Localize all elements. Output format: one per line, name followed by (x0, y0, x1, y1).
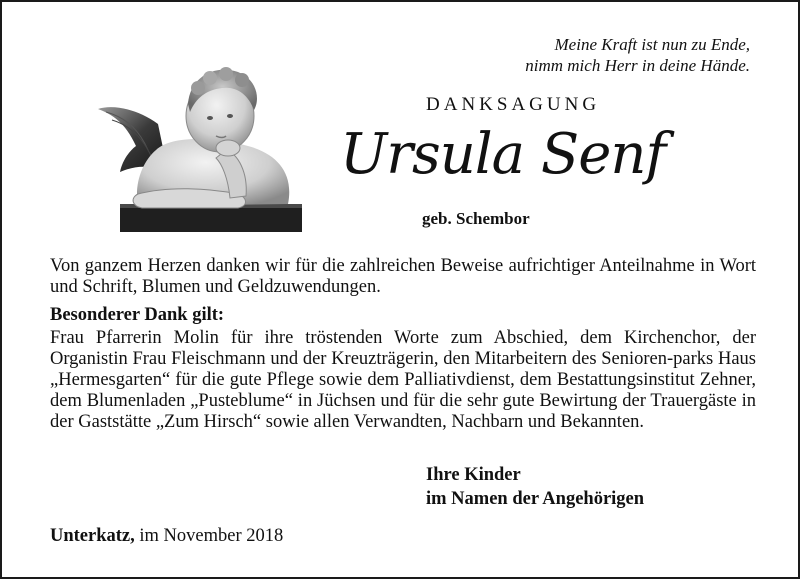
date-text: im November 2018 (139, 526, 284, 546)
place-and-date (50, 526, 283, 547)
verse-line-2: nimm mich Herr in deine Hände. (525, 56, 750, 75)
deceased-name: Ursula Senf (340, 122, 666, 187)
cherub-angel-icon (98, 54, 302, 232)
special-thanks-paragraph: Frau Pfarrerin Molin für ihre tröstenden Worte zum Abschied, dem Kirchenchor, der Organistin Frau Fleischmann und der Kreuzträgerin, den Mitarbeitern des Senioren-parks Haus „Hermesgarten“ für die gute Pflege sowie dem Palliativdienst, dem Bestattungsinstitut Zehner, dem Blumenladen „Pusteblume“ in Jüchsen und für die sehr gute Bewirtung der Trauergäste in der Gaststätte „Zum Hirsch“ sowie allen Verwandten, Nachbarn und Bekannten. (50, 328, 756, 432)
special-thanks-heading: Besonderer Dank gilt: (50, 305, 225, 325)
bible-verse (450, 34, 750, 76)
maiden-name: geb. Schembor (422, 209, 530, 228)
heading-danksagung: DANKSAGUNG (426, 94, 601, 115)
signature-line-2: im Namen der Angehörigen (426, 489, 645, 509)
verse-line-1: Meine Kraft ist nun zu Ende, (554, 35, 750, 54)
place-name: Unterkatz, (50, 526, 135, 546)
signature-line-1: Ihre Kinder (426, 465, 521, 485)
thanks-paragraph: Von ganzem Herzen danken wir für die zahlreichen Beweise aufrichtiger Anteilnahme in Wort und Schrift, Blumen und Geldzuwendungen. (50, 256, 756, 297)
signature-block (426, 463, 644, 511)
